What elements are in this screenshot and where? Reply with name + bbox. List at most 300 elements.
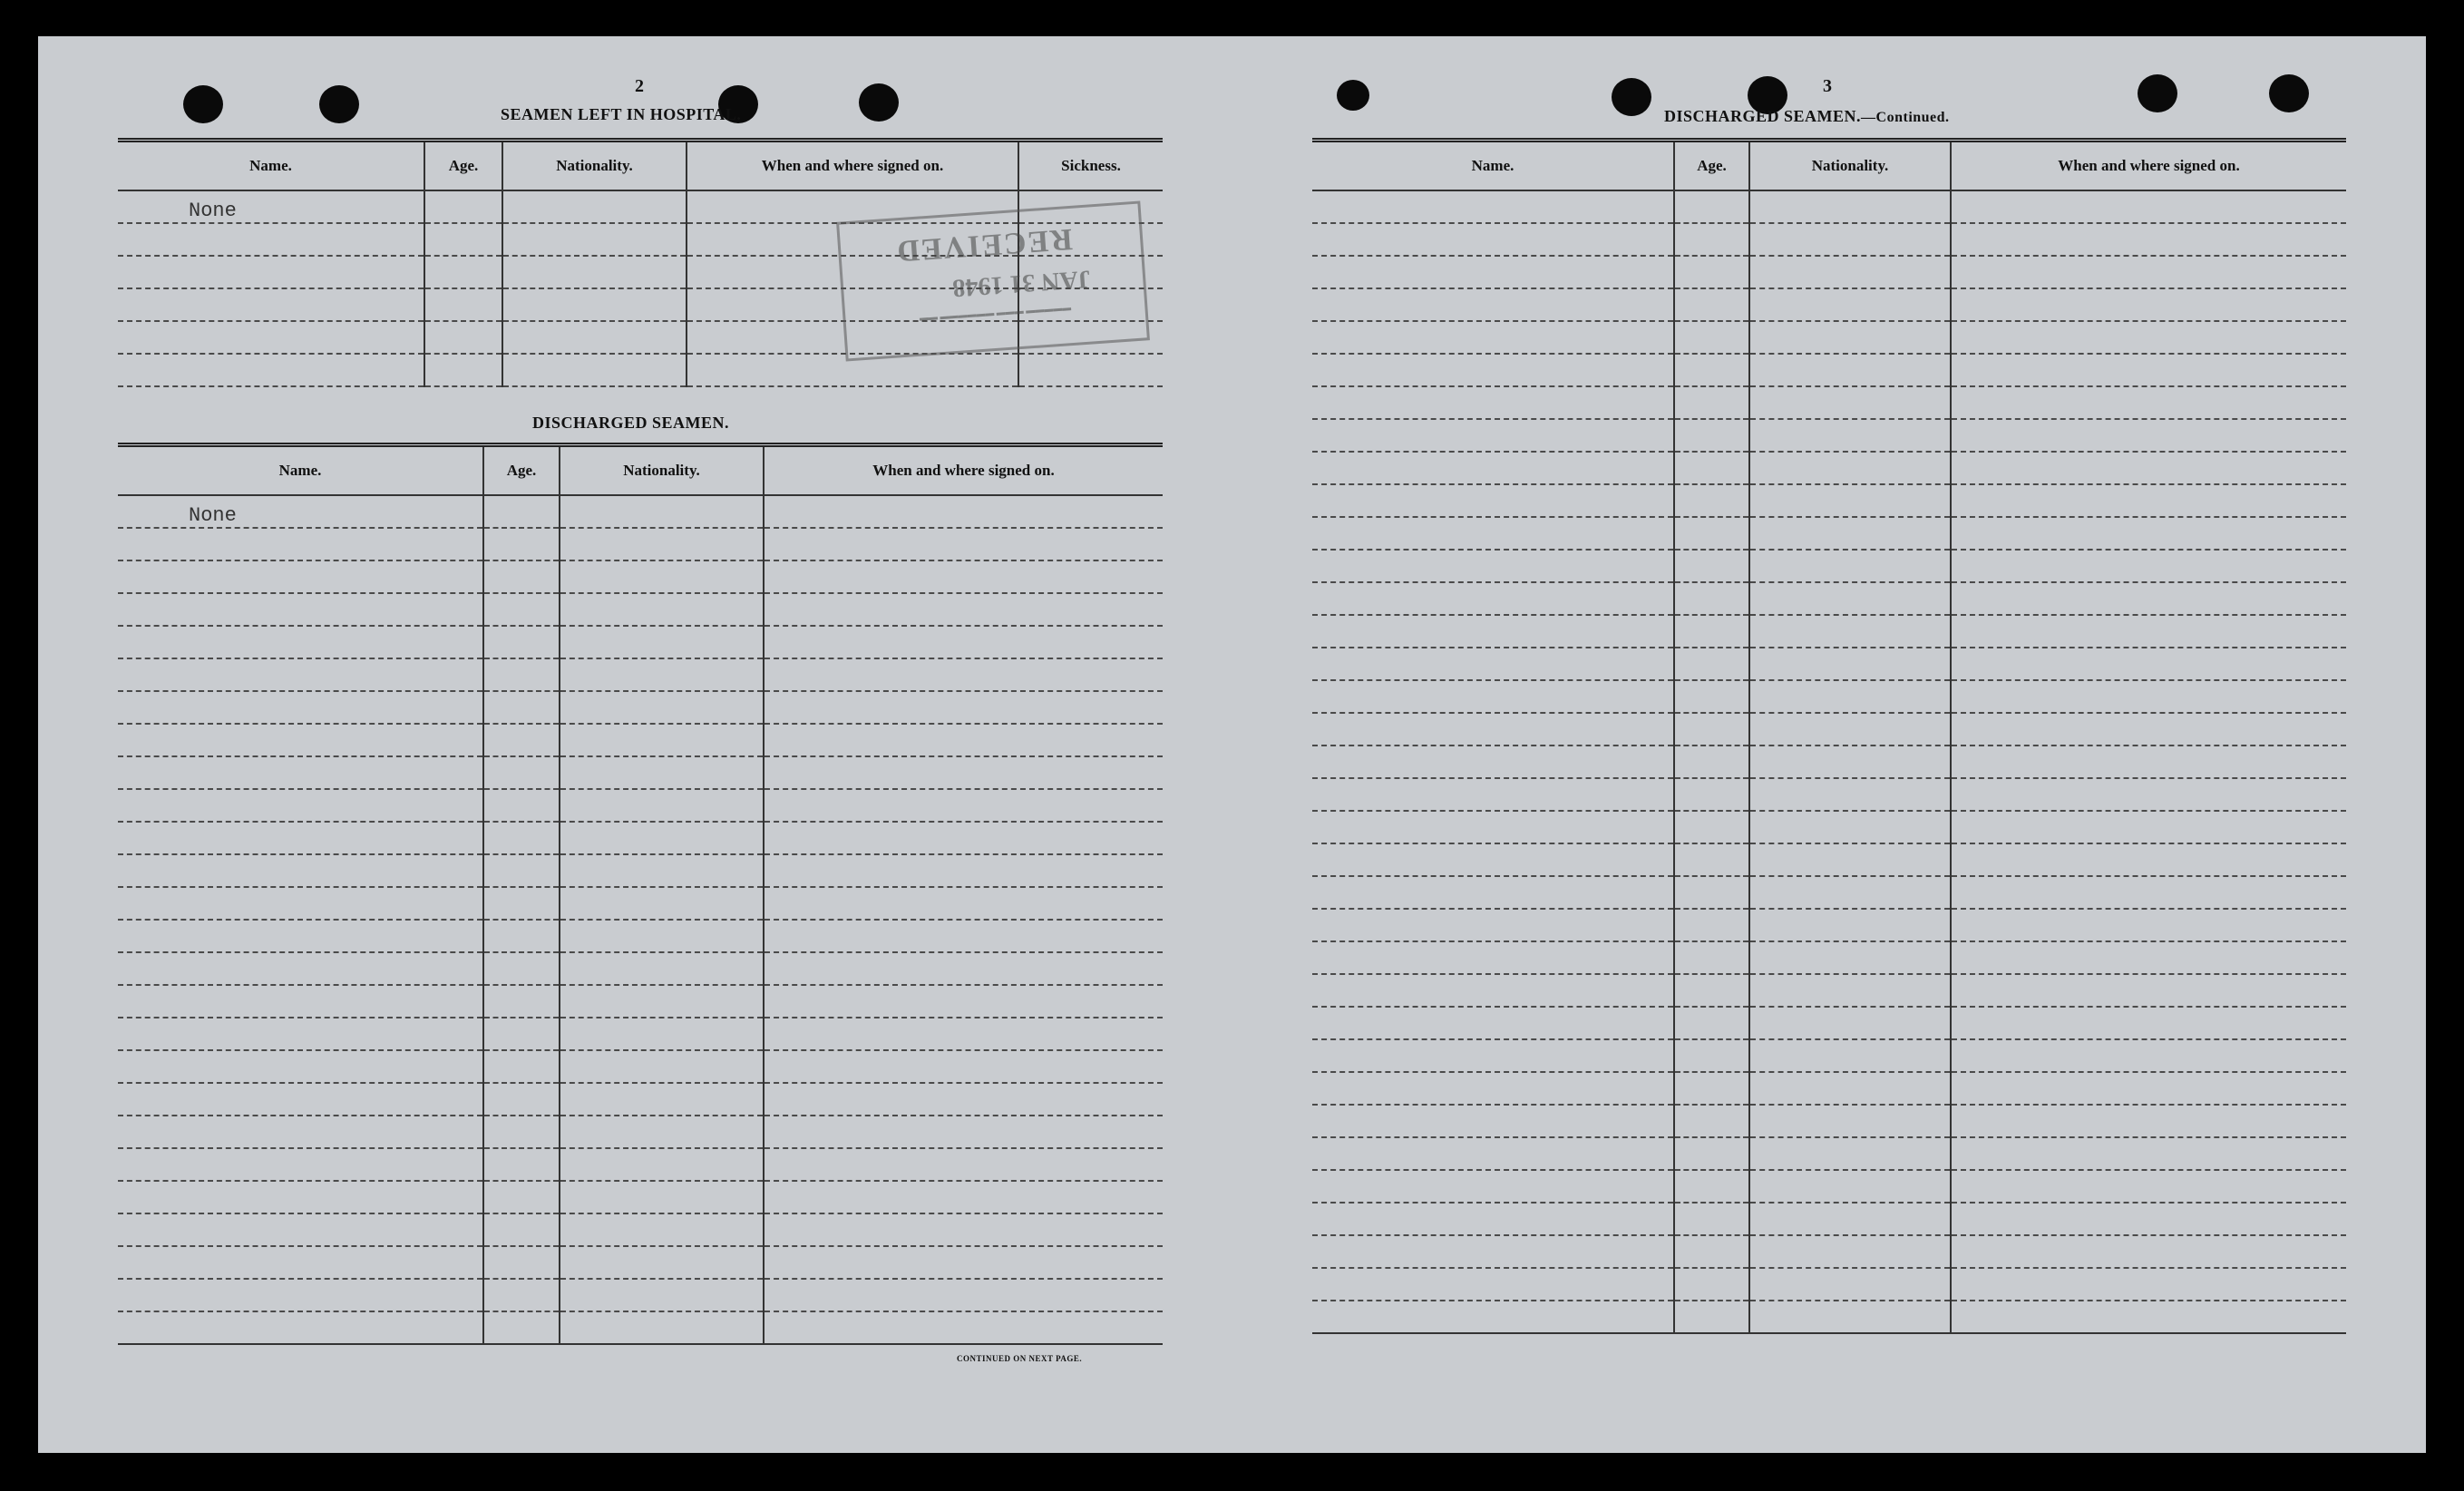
table-cell <box>1674 419 1749 452</box>
table-cell <box>764 1213 1163 1246</box>
discharged-continued-title <box>1664 107 1950 126</box>
table-cell <box>1312 582 1674 615</box>
table-cell <box>118 1148 483 1181</box>
table-cell <box>1951 190 2346 223</box>
table-cell <box>1749 321 1951 354</box>
table-cell <box>764 691 1163 724</box>
table-cell <box>118 593 483 626</box>
table-row <box>1312 386 2346 419</box>
table-cell <box>118 952 483 985</box>
table-row <box>1312 1072 2346 1105</box>
table-cell <box>1749 843 1951 876</box>
table-cell <box>1749 1105 1951 1137</box>
table-cell <box>1951 550 2346 582</box>
table-cell <box>483 1050 560 1083</box>
table-row <box>118 1213 1163 1246</box>
table-cell <box>483 822 560 854</box>
table-row <box>118 1116 1163 1148</box>
discharged-entry-name: None <box>118 495 483 528</box>
table-cell <box>1312 419 1674 452</box>
table-cell <box>560 789 764 822</box>
table-cell <box>1312 288 1674 321</box>
column-header-nationality: Nationality. <box>560 445 764 496</box>
table-row <box>118 658 1163 691</box>
table-cell <box>1951 1137 2346 1170</box>
table-cell <box>560 1279 764 1311</box>
table-row <box>118 1246 1163 1279</box>
table-cell <box>118 1246 483 1279</box>
table-cell <box>1674 223 1749 256</box>
table-cell <box>118 1279 483 1311</box>
table-cell <box>483 1246 560 1279</box>
table-row <box>1312 256 2346 288</box>
table-row <box>118 1050 1163 1083</box>
table-row <box>1312 1268 2346 1301</box>
table-cell <box>560 1083 764 1116</box>
table-cell <box>1312 517 1674 550</box>
table-row <box>118 560 1163 593</box>
table-cell <box>118 1311 483 1344</box>
table-cell <box>1674 974 1749 1007</box>
table-cell <box>560 822 764 854</box>
table-row <box>1312 223 2346 256</box>
table-cell <box>560 658 764 691</box>
table-cell <box>560 1181 764 1213</box>
table-row <box>1312 909 2346 941</box>
table-row <box>118 1311 1163 1344</box>
column-header-nationality: Nationality. <box>1749 141 1951 191</box>
table-cell <box>118 1018 483 1050</box>
table-cell <box>1951 484 2346 517</box>
table-cell <box>764 593 1163 626</box>
table-row <box>118 756 1163 789</box>
table-cell <box>483 789 560 822</box>
table-row <box>118 691 1163 724</box>
table-cell <box>118 887 483 920</box>
table-row <box>1312 484 2346 517</box>
table-row <box>118 822 1163 854</box>
table-cell <box>764 1018 1163 1050</box>
table-cell <box>1749 1072 1951 1105</box>
table-cell <box>483 1083 560 1116</box>
table-cell <box>118 789 483 822</box>
table-cell <box>1951 941 2346 974</box>
table-cell <box>483 1116 560 1148</box>
table-cell <box>1951 321 2346 354</box>
table-cell <box>1749 1039 1951 1072</box>
table-row <box>118 354 1163 386</box>
table-cell <box>1951 1039 2346 1072</box>
table-cell <box>1312 452 1674 484</box>
table-row <box>1312 1170 2346 1203</box>
punch-hole <box>183 85 223 123</box>
table-cell <box>1674 354 1749 386</box>
table-row <box>1312 452 2346 484</box>
table-row <box>118 626 1163 658</box>
table-cell <box>560 560 764 593</box>
table-cell <box>1951 223 2346 256</box>
table-cell <box>1674 288 1749 321</box>
discharged-continued-title-suffix: —Continued. <box>1861 110 1950 125</box>
table-row <box>1312 1007 2346 1039</box>
punch-hole <box>319 85 359 123</box>
table-row <box>118 1181 1163 1213</box>
table-cell <box>118 528 483 560</box>
table-row <box>1312 1105 2346 1137</box>
table-cell <box>1951 419 2346 452</box>
table-cell <box>1674 190 1749 223</box>
continued-footer: CONTINUED ON NEXT PAGE. <box>957 1354 1083 1363</box>
table-row <box>118 528 1163 560</box>
table-row <box>1312 713 2346 746</box>
table-cell <box>1312 615 1674 648</box>
table-cell <box>483 724 560 756</box>
table-cell <box>1312 1203 1674 1235</box>
table-cell <box>1749 419 1951 452</box>
table-cell <box>1312 1301 1674 1333</box>
table-row <box>1312 1235 2346 1268</box>
table-cell <box>560 985 764 1018</box>
table-cell <box>1674 1105 1749 1137</box>
column-header-signed-on: When and where signed on. <box>687 141 1018 191</box>
table-cell <box>1749 256 1951 288</box>
table-cell <box>1749 550 1951 582</box>
table-cell <box>764 952 1163 985</box>
table-cell <box>483 1181 560 1213</box>
table-cell <box>1312 876 1674 909</box>
table-cell <box>1674 1170 1749 1203</box>
table-cell <box>764 1050 1163 1083</box>
table-cell <box>764 920 1163 952</box>
table-cell <box>1749 811 1951 843</box>
table-cell <box>1674 1235 1749 1268</box>
table-cell <box>1951 1268 2346 1301</box>
table-cell <box>1749 778 1951 811</box>
table-cell <box>118 920 483 952</box>
table-cell <box>1749 1170 1951 1203</box>
table-row <box>1312 1301 2346 1333</box>
table-cell <box>118 1181 483 1213</box>
table-cell <box>118 1213 483 1246</box>
table-row <box>118 724 1163 756</box>
column-header-signed-on: When and where signed on. <box>1951 141 2346 191</box>
table-cell <box>560 1246 764 1279</box>
table-cell <box>764 1148 1163 1181</box>
table-cell <box>1951 746 2346 778</box>
punch-hole <box>1337 80 1369 111</box>
table-cell <box>1312 256 1674 288</box>
table-row <box>118 952 1163 985</box>
table-cell <box>1674 843 1749 876</box>
table-cell <box>1674 811 1749 843</box>
table-cell <box>1312 909 1674 941</box>
table-cell <box>560 952 764 985</box>
table-cell <box>483 1148 560 1181</box>
table-cell <box>764 887 1163 920</box>
table-cell <box>1951 386 2346 419</box>
table-row <box>118 1148 1163 1181</box>
table-cell <box>1312 811 1674 843</box>
table-row <box>1312 648 2346 680</box>
table-cell <box>1951 256 2346 288</box>
table-row <box>1312 354 2346 386</box>
table-cell <box>1312 1170 1674 1203</box>
table-cell <box>1749 190 1951 223</box>
table-cell <box>1674 1301 1749 1333</box>
table-cell <box>764 789 1163 822</box>
table-row <box>118 920 1163 952</box>
table-cell <box>1951 517 2346 550</box>
table-cell <box>118 560 483 593</box>
table-cell <box>1674 256 1749 288</box>
table-cell <box>1674 648 1749 680</box>
table-cell <box>1312 1039 1674 1072</box>
table-row <box>1312 974 2346 1007</box>
table-cell <box>1674 550 1749 582</box>
table-cell <box>483 593 560 626</box>
table-row <box>1312 811 2346 843</box>
table-cell <box>118 1083 483 1116</box>
table-cell <box>764 1311 1163 1344</box>
table-cell <box>1674 746 1749 778</box>
table-cell <box>483 528 560 560</box>
table-row <box>118 1279 1163 1311</box>
table-row <box>1312 1039 2346 1072</box>
table-row <box>1312 1137 2346 1170</box>
table-cell <box>483 626 560 658</box>
table-cell <box>560 887 764 920</box>
table-cell <box>1951 1170 2346 1203</box>
table-cell <box>764 658 1163 691</box>
column-header-age: Age. <box>483 445 560 496</box>
table-cell <box>1312 1268 1674 1301</box>
discharged-table-right <box>1312 138 2346 1334</box>
table-cell <box>560 1116 764 1148</box>
table-cell <box>1749 1007 1951 1039</box>
table-cell <box>764 1279 1163 1311</box>
table-cell <box>1749 354 1951 386</box>
table-cell <box>1312 1072 1674 1105</box>
table-cell <box>1749 941 1951 974</box>
table-cell <box>764 756 1163 789</box>
table-cell <box>118 985 483 1018</box>
table-cell <box>764 822 1163 854</box>
table-cell <box>1312 386 1674 419</box>
document-paper <box>38 36 2426 1453</box>
table-cell <box>1312 190 1674 223</box>
table-cell <box>483 1279 560 1311</box>
table-row <box>1312 550 2346 582</box>
table-cell <box>1674 1039 1749 1072</box>
table-cell <box>1312 354 1674 386</box>
table-cell <box>1951 1072 2346 1105</box>
table-row <box>118 495 1163 528</box>
table-cell <box>1312 941 1674 974</box>
table-cell <box>560 854 764 887</box>
table-cell <box>560 1213 764 1246</box>
table-cell <box>1674 484 1749 517</box>
hospital-section-title: SEAMEN LEFT IN HOSPITAL. <box>501 105 742 123</box>
table-cell <box>1674 1203 1749 1235</box>
table-cell <box>1749 746 1951 778</box>
table-cell <box>1749 648 1951 680</box>
table-cell <box>1674 321 1749 354</box>
received-stamp <box>836 200 1150 361</box>
table-cell <box>1312 321 1674 354</box>
table-cell <box>1951 909 2346 941</box>
table-cell <box>1951 648 2346 680</box>
table-cell <box>118 658 483 691</box>
table-cell <box>1951 452 2346 484</box>
table-cell <box>1749 582 1951 615</box>
table-cell <box>1674 1137 1749 1170</box>
table-cell <box>560 1050 764 1083</box>
table-cell <box>1674 386 1749 419</box>
table-cell <box>1951 1007 2346 1039</box>
table-cell <box>1749 876 1951 909</box>
table-cell <box>764 560 1163 593</box>
table-cell <box>560 528 764 560</box>
table-cell <box>1951 778 2346 811</box>
table-cell <box>1674 680 1749 713</box>
table-cell <box>1312 843 1674 876</box>
table-cell <box>1312 223 1674 256</box>
table-cell <box>1951 1235 2346 1268</box>
discharged-section-title: DISCHARGED SEAMEN. <box>532 414 730 432</box>
table-cell <box>1951 1105 2346 1137</box>
table-cell <box>483 658 560 691</box>
column-header-name: Name. <box>118 141 424 191</box>
table-cell <box>483 1311 560 1344</box>
column-header-sickness: Sickness. <box>1018 141 1163 191</box>
discharged-left-rows <box>118 528 1163 1344</box>
table-row <box>118 1083 1163 1116</box>
table-cell <box>1312 713 1674 746</box>
table-cell <box>483 756 560 789</box>
table-cell <box>1312 1105 1674 1137</box>
table-cell <box>1749 1301 1951 1333</box>
table-cell <box>118 822 483 854</box>
table-row <box>1312 778 2346 811</box>
table-row <box>118 887 1163 920</box>
punch-hole <box>2138 74 2177 112</box>
table-cell <box>1749 615 1951 648</box>
discharged-right-rows <box>1312 190 2346 1333</box>
table-cell <box>560 1311 764 1344</box>
table-row <box>118 593 1163 626</box>
table-cell <box>1749 386 1951 419</box>
table-row <box>1312 876 2346 909</box>
table-cell <box>764 528 1163 560</box>
table-cell <box>1749 223 1951 256</box>
table-row <box>1312 843 2346 876</box>
table-cell <box>1674 941 1749 974</box>
table-cell <box>1312 778 1674 811</box>
table-cell <box>1749 1137 1951 1170</box>
table-cell <box>1749 484 1951 517</box>
table-cell <box>118 1050 483 1083</box>
page-number-right: 3 <box>1823 76 1832 96</box>
table-cell <box>1749 1235 1951 1268</box>
table-cell <box>1951 680 2346 713</box>
table-cell <box>1674 713 1749 746</box>
table-cell <box>764 1181 1163 1213</box>
table-cell <box>483 887 560 920</box>
table-cell <box>1674 1268 1749 1301</box>
table-cell <box>1749 517 1951 550</box>
table-cell <box>764 1246 1163 1279</box>
table-cell <box>560 1018 764 1050</box>
table-cell <box>764 1116 1163 1148</box>
discharged-table-left <box>118 443 1163 1345</box>
punch-hole <box>1612 78 1651 116</box>
table-cell <box>1951 713 2346 746</box>
table-cell <box>118 854 483 887</box>
table-cell <box>1749 680 1951 713</box>
table-cell <box>560 593 764 626</box>
table-cell <box>1674 909 1749 941</box>
table-row <box>1312 615 2346 648</box>
table-cell <box>1951 811 2346 843</box>
table-cell <box>483 952 560 985</box>
stamp-date: JAN 31 1948 <box>951 264 1092 303</box>
table-cell <box>1951 843 2346 876</box>
table-row <box>118 789 1163 822</box>
table-cell <box>1951 876 2346 909</box>
table-cell <box>483 920 560 952</box>
table-row <box>1312 321 2346 354</box>
table-cell <box>1951 1203 2346 1235</box>
table-row <box>1312 190 2346 223</box>
table-cell <box>560 691 764 724</box>
table-cell <box>764 985 1163 1018</box>
table-row <box>118 1018 1163 1050</box>
table-cell <box>1749 1268 1951 1301</box>
table-cell <box>1749 452 1951 484</box>
table-cell <box>118 691 483 724</box>
table-cell <box>1312 680 1674 713</box>
table-cell <box>1674 582 1749 615</box>
table-cell <box>1951 974 2346 1007</box>
table-cell <box>118 1116 483 1148</box>
table-row <box>1312 1203 2346 1235</box>
table-cell <box>764 1083 1163 1116</box>
table-row <box>118 854 1163 887</box>
table-cell <box>1674 876 1749 909</box>
table-row <box>1312 582 2346 615</box>
table-cell <box>1674 452 1749 484</box>
table-cell <box>483 1213 560 1246</box>
table-cell <box>1749 288 1951 321</box>
table-cell <box>560 724 764 756</box>
table-cell <box>1951 615 2346 648</box>
table-cell <box>1312 648 1674 680</box>
table-row <box>1312 419 2346 452</box>
table-cell <box>560 1148 764 1181</box>
table-cell <box>1312 550 1674 582</box>
table-cell <box>560 920 764 952</box>
table-cell <box>1674 1072 1749 1105</box>
table-cell <box>118 626 483 658</box>
table-cell <box>1312 484 1674 517</box>
table-cell <box>1312 746 1674 778</box>
table-cell <box>1749 909 1951 941</box>
table-cell <box>1674 517 1749 550</box>
table-cell <box>1749 974 1951 1007</box>
column-header-age: Age. <box>1674 141 1749 191</box>
table-cell <box>1312 1235 1674 1268</box>
column-header-signed-on: When and where signed on. <box>764 445 1163 496</box>
